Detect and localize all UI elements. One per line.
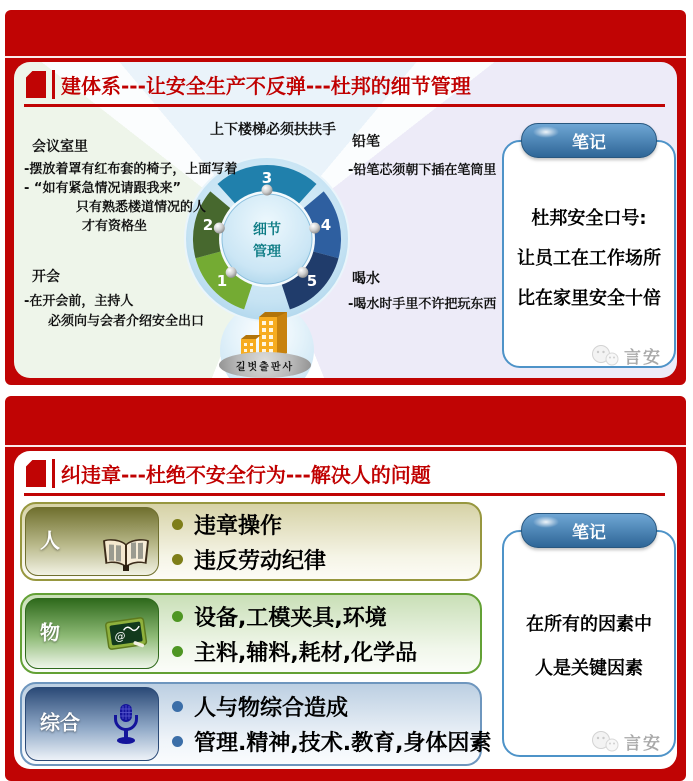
bullet-text: 设备,工模夹具,环境 xyxy=(194,605,387,631)
title-underline xyxy=(24,104,665,107)
things-label: 物 xyxy=(40,620,60,645)
watermark-text: 言安 xyxy=(624,348,662,368)
note-line: 让员工在工作场所 xyxy=(517,248,661,269)
bullet-dot xyxy=(172,519,183,530)
slide1-content-panel xyxy=(14,62,677,378)
notes-panel xyxy=(502,133,676,368)
slide2-content-panel xyxy=(14,451,677,769)
combined-label-box xyxy=(25,687,159,761)
slide1-title: 建体系---让安全生产不反弹---杜邦的细节管理 xyxy=(61,74,471,98)
bullet-dot xyxy=(172,646,183,657)
things-label-box xyxy=(25,598,159,669)
document-icon xyxy=(26,460,46,487)
notes-header-pill xyxy=(521,513,657,548)
bullet-text: 违反劳动纪律 xyxy=(194,548,327,574)
water-heading: 喝水 xyxy=(352,271,380,287)
building-caption: 길벗출판사 xyxy=(235,361,295,373)
bullet-dot xyxy=(172,736,183,747)
note-line: 人是关键因素 xyxy=(535,658,643,679)
title-divider xyxy=(52,70,55,99)
note-line: 比在家里安全十倍 xyxy=(517,288,661,309)
factor-row-person xyxy=(20,502,482,581)
document-icon xyxy=(26,71,46,98)
watermark-text: 言安 xyxy=(624,734,662,754)
note-line: 杜邦安全口号: xyxy=(531,208,647,229)
slide1-title-row xyxy=(26,70,471,99)
notes-header-pill xyxy=(521,123,657,158)
meeting-line: 必须向与会者介绍安全出口 xyxy=(48,314,205,329)
wheel-ball xyxy=(214,223,225,234)
bullet-text: 违章操作 xyxy=(194,513,283,539)
notes-panel xyxy=(502,523,676,757)
bullet-dot xyxy=(172,554,183,565)
pencil-heading: 铅笔 xyxy=(352,134,380,150)
bullet-item xyxy=(172,544,476,575)
factor-row-combined xyxy=(20,682,492,766)
factor-row-things xyxy=(20,593,482,674)
bullet-item xyxy=(172,726,492,757)
open-book-icon xyxy=(99,535,153,573)
bullet-text: 管理.精神,技术.教育,身体因素 xyxy=(194,731,492,756)
meeting-heading: 开会 xyxy=(32,269,60,285)
wheel-number-5: 5 xyxy=(306,272,318,290)
meeting-room-line: - “如有紧急情况请跟我来” xyxy=(24,181,182,196)
slide-highlight-line xyxy=(5,445,686,447)
meeting-room-heading: 会议室里 xyxy=(32,139,88,155)
meeting-room-line: 才有资格坐 xyxy=(82,219,148,234)
stairs-note: 上下楼梯必须扶扶手 xyxy=(210,122,336,138)
wheel-number-1: 1 xyxy=(216,272,228,290)
title-underline xyxy=(24,493,665,496)
svg-text:@: @ xyxy=(113,628,127,644)
building-caption-ellipse xyxy=(219,352,311,378)
person-bullets xyxy=(172,504,476,579)
bullet-item xyxy=(172,636,476,667)
bullet-item xyxy=(172,509,476,540)
meeting-line: -在开会前，主持人 xyxy=(24,294,134,309)
bullet-text: 主料,辅料,耗材,化学品 xyxy=(194,640,418,666)
wheel-ball xyxy=(226,267,237,278)
wheel-number-3: 3 xyxy=(261,169,273,187)
microphone-icon xyxy=(110,702,142,746)
combined-bullets xyxy=(172,684,492,764)
slide-highlight-line xyxy=(5,56,686,58)
meeting-room-line: -摆放着罩有红布套的椅子，上面写着 xyxy=(24,162,238,177)
wheel-ball xyxy=(309,223,320,234)
wechat-icon xyxy=(590,344,622,368)
wheel-number-4: 4 xyxy=(320,216,332,234)
combined-label: 综合 xyxy=(40,710,80,735)
bullet-dot xyxy=(172,701,183,712)
pencil-line: -铅笔芯须朝下插在笔筒里 xyxy=(348,163,497,178)
watermark xyxy=(590,729,662,754)
slide-correct-violations xyxy=(5,396,686,781)
notes-header: 笔记 xyxy=(572,523,606,543)
chalkboard-icon xyxy=(102,613,150,655)
bullet-text: 人与物综合造成 xyxy=(194,696,349,721)
water-line: -喝水时手里不许把玩东西 xyxy=(348,297,497,312)
watermark xyxy=(590,343,662,368)
things-bullets xyxy=(172,595,476,672)
slide2-title: 纠违章---杜绝不安全行为---解决人的问题 xyxy=(61,463,431,487)
meeting-room-line: 只有熟悉楼道情况的人 xyxy=(76,200,207,215)
title-divider xyxy=(52,459,55,488)
wheel-center-text: 细节 xyxy=(253,222,281,238)
bullet-item xyxy=(172,601,476,632)
bullet-item xyxy=(172,691,476,722)
note-line: 在所有的因素中 xyxy=(526,614,652,635)
wheel-number-2: 2 xyxy=(202,216,214,234)
wheel-center-text: 管理 xyxy=(253,244,281,260)
bullet-dot xyxy=(172,611,183,622)
notes-header: 笔记 xyxy=(572,133,606,153)
person-label-box xyxy=(25,507,159,576)
slide2-title-row xyxy=(26,459,431,488)
slide-build-system xyxy=(5,10,686,385)
wechat-icon xyxy=(590,730,622,754)
person-label: 人 xyxy=(40,528,60,553)
